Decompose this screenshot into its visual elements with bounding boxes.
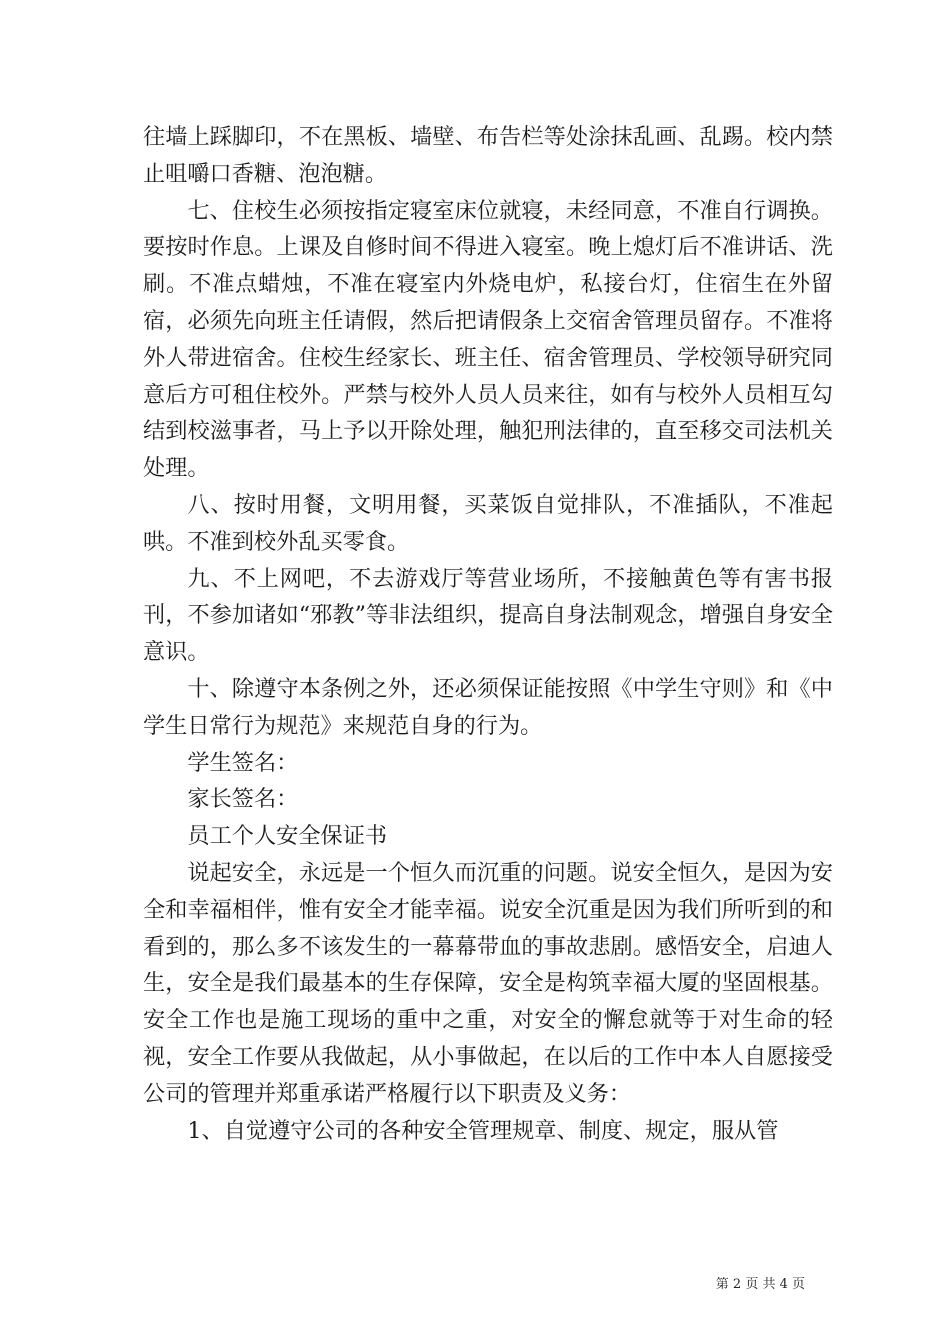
document-body: [143, 119, 833, 1149]
page-footer: [0, 1275, 950, 1295]
paragraph-safety-intro: 说起安全，永远是一个恒久而沉重的问题。说安全恒久，是因为安全和幸福相伴，惟有安全才能幸福。说安全沉重是因为我们所听到的和看到的，那么多不该发生的一幕幕带血的事故悲剧。感悟安全，启迪人生，安全是我们最基本的生存保障，安全是构筑幸福大厦的坚固根基。安全工作也是施工现场的重中之重，对安全的懈怠就等于对生命的轻视，安全工作要从我做起，从小事做起，在以后的工作中本人自愿接受公司的管理并郑重承诺严格履行以下职责及义务：: [143, 859, 833, 1107]
paragraph-rule-10: 十、除遵守本条例之外，还必须保证能按照《中学生守则》和《中学生日常行为规范》来规范自身的行为。: [143, 675, 833, 739]
parent-signature-line: 家长签名：: [187, 786, 299, 813]
student-signature-line: 学生签名：: [187, 749, 299, 776]
page-number: 第 2 页 共 4 页: [715, 1277, 805, 1292]
section-title: 员工个人安全保证书: [187, 823, 388, 850]
paragraph-rule-9: 九、不上网吧，不去游戏厅等营业场所，不接触黄色等有害书报刊，不参加诸如“邪教”等非法组织，提高自身法制观念，增强自身安全意识。: [143, 565, 833, 666]
paragraph-rule-8: 八、按时用餐，文明用餐，买菜饭自觉排队，不准插队，不准起哄。不准到校外乱买零食。: [143, 491, 833, 555]
paragraph-continuation: 往墙上踩脚印，不在黑板、墙壁、布告栏等处涂抹乱画、乱踢。校内禁止咀嚼口香糖、泡泡糖。: [143, 124, 833, 187]
paragraph-rule-7: 七、住校生必须按指定寝室床位就寝，未经同意，不准自行调换。要按时作息。上课及自修时间不得进入寝室。晚上熄灯后不准讲话、洗刷。不准点蜡烛，不准在寝室内外烧电炉，私接台灯，住宿生在外留宿，必须先向班主任请假，然后把请假条上交宿舍管理员留存。不准将外人带进宿舍。住校生经家长、班主任、宿舍管理员、学校领导研究同意后方可租住校外。严禁与校外人员人员来往，如有与校外人员相互勾结到校滋事者，马上予以开除处理，触犯刑法律的，直至移交司法机关处理。: [143, 197, 833, 482]
paragraph-item-1: 1、自觉遵守公司的各种安全管理规章、制度、规定，服从管: [187, 1117, 779, 1144]
